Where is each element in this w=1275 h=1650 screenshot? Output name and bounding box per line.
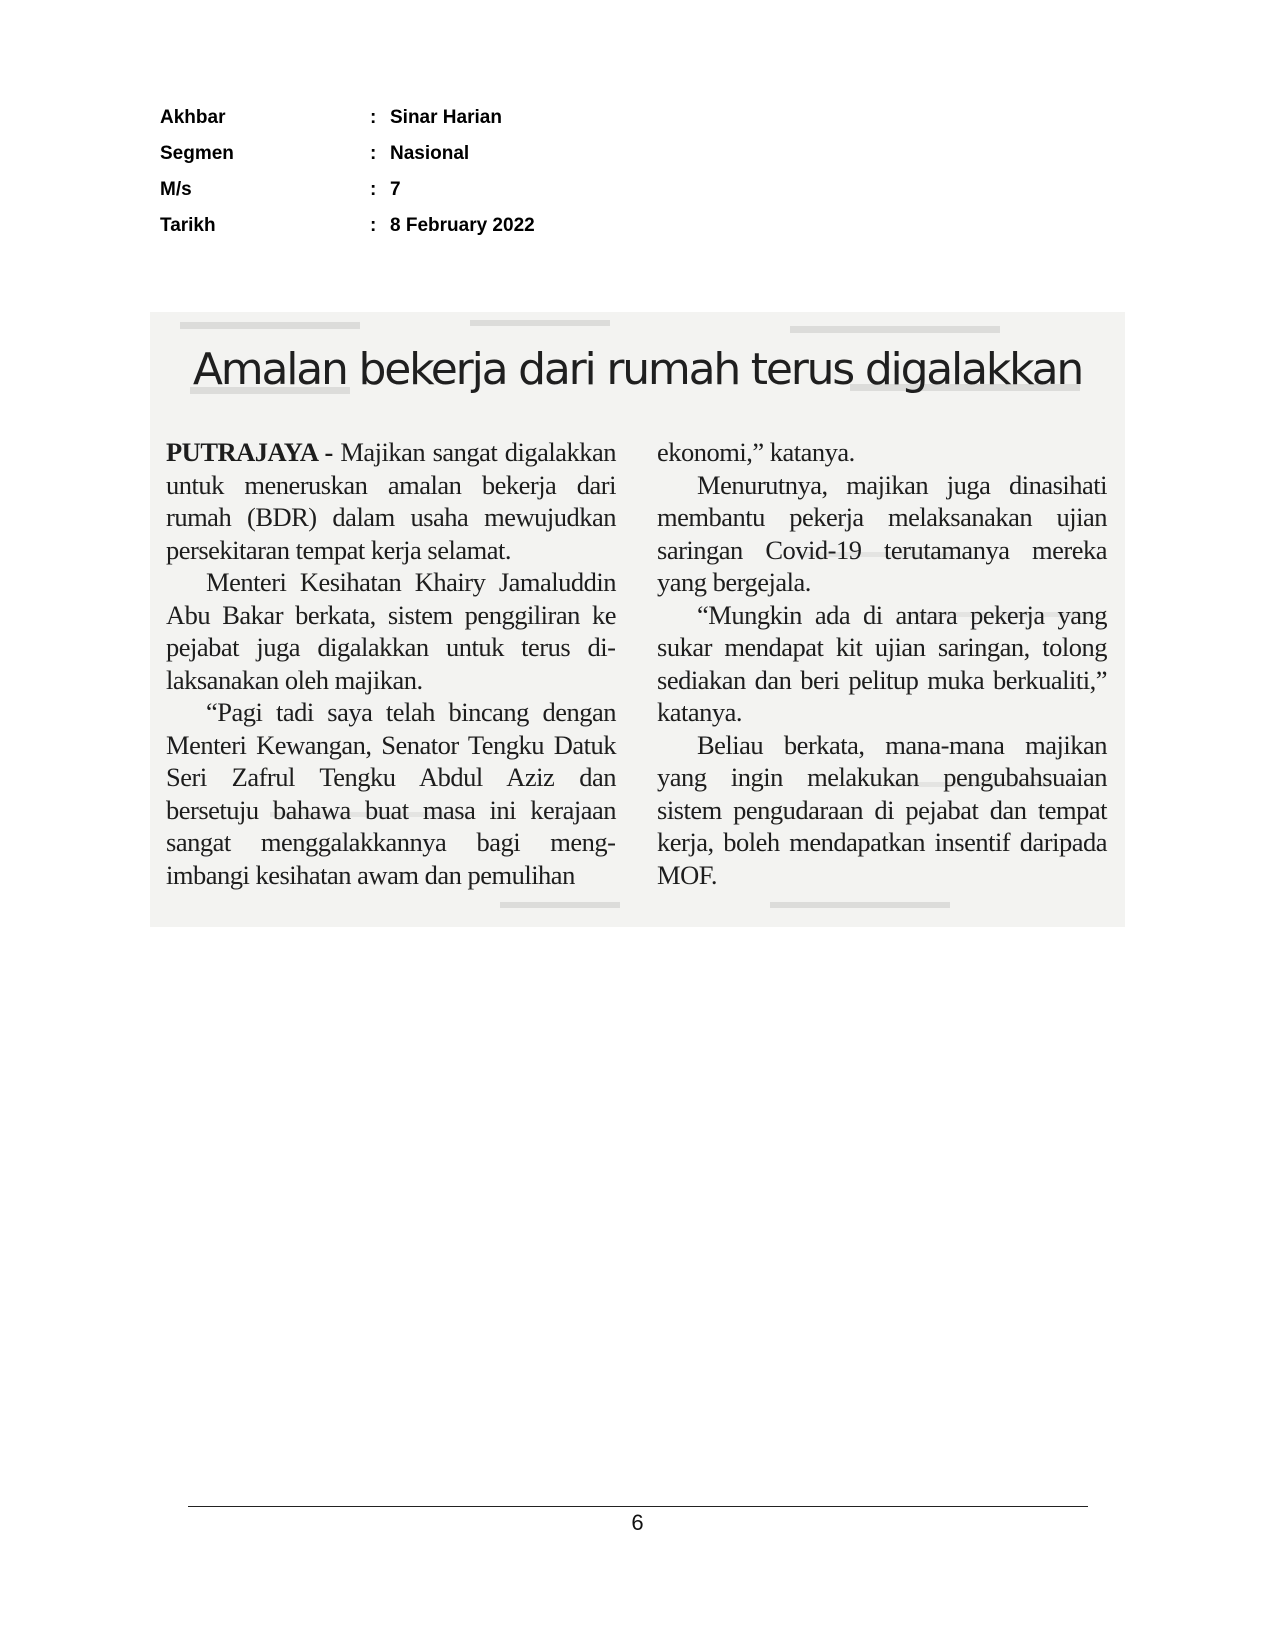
meta-value: Nasional: [390, 143, 470, 164]
meta-label: Tarikh: [160, 215, 216, 236]
newspaper-clipping: [150, 312, 1125, 927]
meta-label: M/s: [160, 179, 192, 200]
meta-separator: :: [370, 179, 377, 200]
article-paragraph: [166, 436, 616, 566]
article-paragraph: Menurutnya, majikan juga dinasihati membantu pekerja melaksanakan ujian saringan Covid-19 terutamanya mereka yang bergejala.: [657, 469, 1107, 597]
article-paragraph: Menteri Kesihatan Khairy Jamaluddin Abu Bakar berkata, sistem penggiliran ke pejabat juga digalakkan untuk terus dilaksanakan oleh majikan.: [166, 567, 616, 695]
footer-divider: [188, 1506, 1088, 1507]
article-dateline: PUTRAJAYA -: [166, 437, 341, 467]
article-paragraph: “Pagi tadi saya telah bincang dengan Menteri Kewangan, Senator Tengku Datuk Seri Zafrul Tengku Abdul Aziz dan bersetuju bahawa buat masa ini kerajaan sangat menggalakkannya bagi mengimbangi kesihatan awam dan pemulihan: [166, 697, 616, 890]
meta-row-date: [160, 208, 535, 244]
article-column-right: [657, 436, 1107, 891]
meta-row-segment: [160, 136, 535, 172]
meta-value: Sinar Harian: [390, 107, 502, 128]
article-column-left: [166, 436, 616, 891]
meta-row-newspaper: [160, 100, 535, 136]
meta-separator: :: [370, 215, 377, 236]
paragraph-text: Majikan sangat digalakkan untuk meneruskan amalan bekerja dari rumah (BDR) dalam usaha mewujudkan persekitaran tempat kerja selamat.: [166, 437, 616, 565]
article-paragraph: “Mungkin ada di antara pekerja yang sukar mendapat kit ujian saringan, tolong sediakan dan beri pelitup muka berkualiti,” katanya.: [657, 599, 1107, 727]
article-paragraph: ekonomi,” katanya.: [657, 437, 855, 467]
article-headline: Amalan bekerja dari rumah terus digalakkan: [192, 344, 1083, 395]
meta-separator: :: [370, 107, 377, 128]
page-number: 6: [631, 1510, 644, 1535]
meta-row-page: [160, 172, 535, 208]
meta-label: Akhbar: [160, 107, 226, 128]
meta-separator: :: [370, 143, 377, 164]
clipping-metadata: [160, 100, 535, 244]
meta-value: 7: [390, 179, 401, 200]
article-paragraph: Beliau berkata, mana-mana majikan yang ingin melakukan pengubahsuaian sistem pengudaraan di pejabat dan tempat kerja, boleh mendapatkan insentif daripada MOF.: [657, 729, 1107, 890]
meta-value: 8 February 2022: [390, 215, 535, 236]
meta-label: Segmen: [160, 143, 234, 164]
